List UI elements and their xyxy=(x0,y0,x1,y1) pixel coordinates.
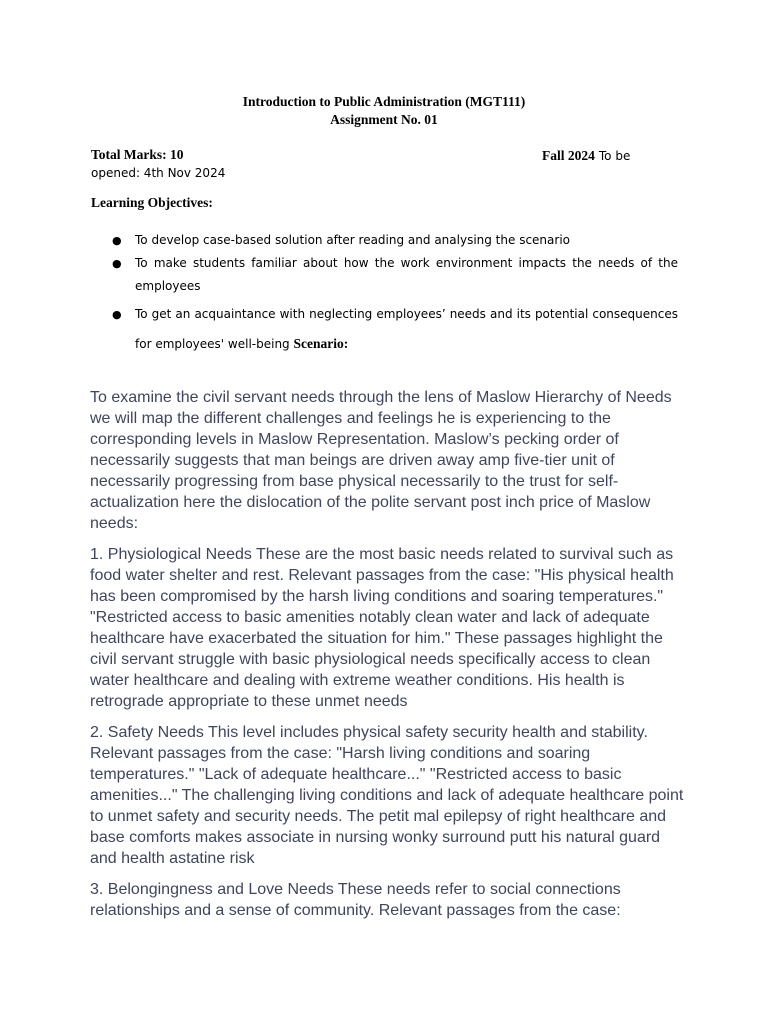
learning-objectives-heading: Learning Objectives: xyxy=(91,195,213,210)
document-header xyxy=(0,93,768,129)
list-item xyxy=(112,300,678,359)
objective-text: To get an acquaintance with neglecting employees’ needs and its potential consequences for employees' well-being xyxy=(135,307,678,351)
bullet-icon: ● xyxy=(112,257,122,270)
scenario-label: Scenario: xyxy=(293,336,349,351)
opened-date: opened: 4th Nov 2024 xyxy=(91,166,226,180)
assignment-title: Assignment No. 01 xyxy=(330,112,438,127)
bullet-icon: ● xyxy=(112,308,122,321)
list-item xyxy=(112,229,678,252)
list-item xyxy=(112,252,678,298)
total-marks: Total Marks: 10 xyxy=(91,147,184,162)
term-label: Fall 2024 xyxy=(542,148,595,163)
to-be-text: To be xyxy=(598,149,631,163)
course-title: Introduction to Public Administration (MGT111) xyxy=(242,94,526,109)
bullet-icon: ● xyxy=(112,234,122,247)
term-info xyxy=(542,147,630,165)
objective-text: To make students familiar about how the work environment impacts the needs of the employees xyxy=(135,256,678,293)
physiological-needs-paragraph: 1. Physiological Needs These are the most basic needs related to survival such as food water shelter and rest. Relevant passages from the case: "His physical health has been compromised by the harsh living conditions and soaring temperatures." "Restricted access to basic amenities notably clean water and lack of adequate healthcare have exacerbated the situation for him." These passages highlight the civil servant struggle with basic physiological needs specifically access to clean water healthcare and dealing with extreme weather conditions. His health is retrograde appropriate to these unmet needs xyxy=(90,546,674,710)
objective-text: To develop case-based solution after reading and analysing the scenario xyxy=(135,233,570,247)
belongingness-needs-paragraph: 3. Belongingness and Love Needs These needs refer to social connections relationships and a sense of community. Relevant passages from the case: xyxy=(90,881,621,919)
marks-row xyxy=(91,147,681,165)
safety-needs-paragraph: 2. Safety Needs This level includes physical safety security health and stability. Relevant passages from the case: "Harsh living conditions and soaring temperatures." "Lack of adequate healthcare..." "Restricted access to basic amenities..." The challenging living conditions and lack of adequate healthcare point to unmet safety and security needs. The petit mal epilepsy of right healthcare and base comforts makes associate in nursing wonky surround putt his natural guard and health astatine risk xyxy=(90,724,684,867)
objectives-list xyxy=(112,229,678,359)
intro-paragraph: To examine the civil servant needs through the lens of Maslow Hierarchy of Needs we will map the different challenges and feelings he is experiencing to the corresponding levels in Maslow Representation. Maslow’s pecking order of necessarily suggests that man beings are driven away amp five-tier unit of necessarily progressing from base physical necessarily to the trust for self-actualization here the dislocation of the polite servant post inch price of Maslow needs: xyxy=(90,389,672,532)
